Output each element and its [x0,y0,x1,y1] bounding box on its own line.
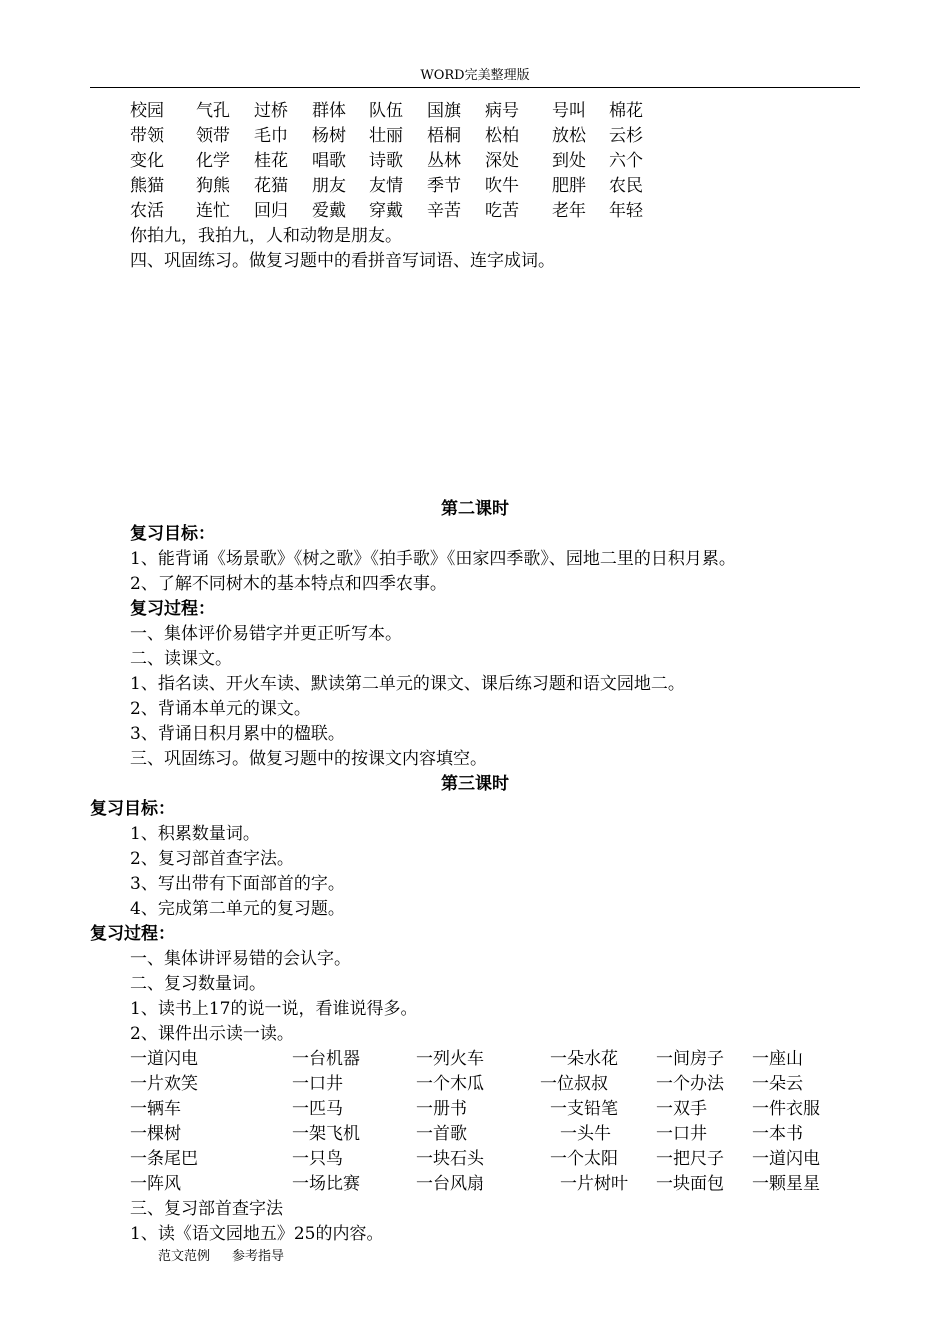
vocab-word: 花猫 [254,176,288,196]
vocab-word: 诗歌 [369,151,403,171]
vocab-word: 杨树 [312,126,346,146]
vocab-word: 过桥 [254,101,288,121]
measure-word: 一片树叶 [560,1174,628,1194]
lesson2-goal-2: 2、了解不同树木的基本特点和四季农事。 [130,574,447,594]
measure-word: 一首歌 [416,1124,467,1144]
measure-word: 一个办法 [656,1074,724,1094]
lesson3-step-3-1: 1、读《语文园地五》25的内容。 [130,1224,384,1244]
measure-word: 一架飞机 [292,1124,360,1144]
lesson2-process-heading: 复习过程： [130,599,215,619]
measure-word: 一朵水花 [550,1049,618,1069]
measure-word: 一口井 [656,1124,707,1144]
measure-word: 一本书 [752,1124,803,1144]
vocab-word: 桂花 [254,151,288,171]
page-footer [158,1248,284,1266]
vocab-word: 六个 [609,151,643,171]
vocab-word: 校园 [130,101,164,121]
vocab-word: 深处 [485,151,519,171]
measure-word: 一支铅笔 [550,1099,618,1119]
vocab-word: 丛林 [427,151,461,171]
vocab-word: 季节 [427,176,461,196]
measure-word: 一台机器 [292,1049,360,1069]
measure-word: 一把尺子 [656,1149,724,1169]
practice-instruction: 四、巩固练习。做复习题中的看拼音写词语、连字成词。 [130,251,555,271]
vocab-word: 国旗 [427,101,461,121]
footer-right: 参考指导 [232,1249,285,1264]
measure-word: 一间房子 [656,1049,724,1069]
measure-word: 一个木瓜 [416,1074,484,1094]
vocab-word: 吃苦 [485,201,519,221]
vocab-word: 肥胖 [552,176,586,196]
vocab-word: 爱戴 [312,201,346,221]
vocab-word: 棉花 [609,101,643,121]
lesson2-step-2-2: 2、背诵本单元的课文。 [130,699,311,719]
page-header: WORD完美整理版 [420,68,530,83]
vocab-word: 唱歌 [312,151,346,171]
vocab-word: 老年 [552,201,586,221]
lesson3-step-2: 二、复习数量词。 [130,974,266,994]
vocab-word: 队伍 [369,101,403,121]
lesson2-step-2-3: 3、背诵日积月累中的楹联。 [130,724,345,744]
vocab-word: 友情 [369,176,403,196]
vocab-word: 梧桐 [427,126,461,146]
measure-word: 一册书 [416,1099,467,1119]
measure-word: 一列火车 [416,1049,484,1069]
measure-word: 一双手 [656,1099,707,1119]
lesson3-goal-1: 1、积累数量词。 [130,824,260,844]
measure-word: 一朵云 [752,1074,803,1094]
measure-word: 一辆车 [130,1099,181,1119]
measure-word: 一台风扇 [416,1174,484,1194]
vocab-word: 号叫 [552,101,586,121]
measure-word: 一场比赛 [292,1174,360,1194]
vocab-word: 熊猫 [130,176,164,196]
vocab-word: 群体 [312,101,346,121]
vocab-word: 农民 [609,176,643,196]
lesson2-title: 第二课时 [441,499,509,519]
vocab-word: 农活 [130,201,164,221]
measure-word: 一头牛 [560,1124,611,1144]
lesson3-goal-3: 3、写出带有下面部首的字。 [130,874,345,894]
vocab-word: 病号 [485,101,519,121]
measure-word: 一阵风 [130,1174,181,1194]
lesson3-goal-4: 4、完成第二单元的复习题。 [130,899,345,919]
measure-word: 一颗星星 [752,1174,820,1194]
vocab-word: 狗熊 [196,176,230,196]
vocab-word: 到处 [552,151,586,171]
measure-word: 一口井 [292,1074,343,1094]
measure-word: 一件衣服 [752,1099,820,1119]
measure-word: 一道闪电 [130,1049,198,1069]
lesson3-step-2-1: 1、读书上17的说一说，看谁说得多。 [130,999,418,1019]
vocab-word: 回归 [254,201,288,221]
lesson2-step-2-1: 1、指名读、开火车读、默读第二单元的课文、课后练习题和语文园地二。 [130,674,685,694]
footer-left: 范文范例 [158,1249,211,1264]
vocab-word: 毛巾 [254,126,288,146]
measure-word: 一位叔叔 [540,1074,608,1094]
vocab-word: 领带 [196,126,230,146]
vocab-word: 化学 [196,151,230,171]
lesson2-goal-1: 1、能背诵《场景歌》《树之歌》《拍手歌》《田家四季歌》、园地二里的日积月累。 [130,549,736,569]
vocab-word: 辛苦 [427,201,461,221]
lesson3-process-heading: 复习过程： [90,924,175,944]
vocab-word: 松柏 [485,126,519,146]
vocab-word: 气孔 [196,101,230,121]
vocab-word: 带领 [130,126,164,146]
lesson2-step-2: 二、读课文。 [130,649,232,669]
vocab-word: 年轻 [609,201,643,221]
lesson2-goals-heading: 复习目标： [130,524,215,544]
measure-word: 一块面包 [656,1174,724,1194]
lesson2-step-3: 三、巩固练习。做复习题中的按课文内容填空。 [130,749,487,769]
lesson3-title: 第三课时 [441,774,509,794]
lesson3-goals-heading: 复习目标： [90,799,175,819]
clap-rhyme-line: 你拍九，我拍九，人和动物是朋友。 [130,226,402,246]
vocab-word: 放松 [552,126,586,146]
vocab-word: 穿戴 [369,201,403,221]
vocab-word: 壮丽 [369,126,403,146]
measure-word: 一条尾巴 [130,1149,198,1169]
measure-word: 一个太阳 [550,1149,618,1169]
lesson3-step-2-2: 2、课件出示读一读。 [130,1024,294,1044]
lesson3-step-3: 三、复习部首查字法 [130,1199,283,1219]
measure-word: 一座山 [752,1049,803,1069]
measure-word: 一片欢笑 [130,1074,198,1094]
vocab-word: 吹牛 [485,176,519,196]
header-divider [90,87,860,88]
lesson2-step-1: 一、集体评价易错字并更正听写本。 [130,624,402,644]
vocab-word: 云杉 [609,126,643,146]
measure-word: 一棵树 [130,1124,181,1144]
measure-word: 一道闪电 [752,1149,820,1169]
measure-word: 一块石头 [416,1149,484,1169]
measure-word: 一匹马 [292,1099,343,1119]
vocab-word: 朋友 [312,176,346,196]
lesson3-step-1: 一、集体讲评易错的会认字。 [130,949,351,969]
measure-word: 一只鸟 [292,1149,343,1169]
vocab-word: 连忙 [196,201,230,221]
vocab-word: 变化 [130,151,164,171]
lesson3-goal-2: 2、复习部首查字法。 [130,849,294,869]
